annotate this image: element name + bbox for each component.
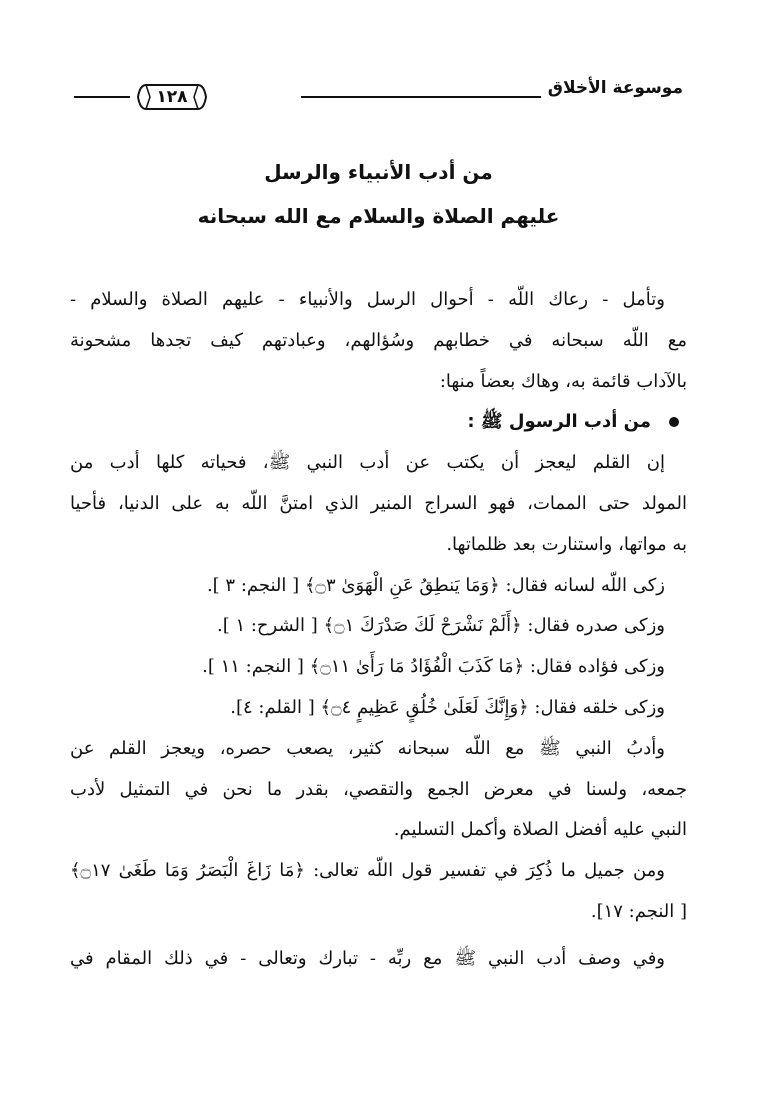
page-number-frame	[136, 82, 208, 112]
verse-line: وزكى فؤاده فقال: ﴿مَا كَذَبَ الْفُؤَادُ مَا رَأَىٰ ۝١١﴾ [ النجم: ١١ ].	[202, 656, 665, 678]
text-line: ومن جميل ما ذُكِرَ في تفسير قول اللّه تعالى: ﴿مَا زَاغَ الْبَصَرُ وَمَا طَغَىٰ ۝١٧﴾	[70, 860, 665, 882]
book-title: موسوعة الأخلاق	[547, 78, 683, 98]
text-line: النبي عليه أفضل الصلاة وأكمل التسليم.	[393, 819, 687, 841]
verse-line: وزكى صدره فقال: ﴿أَلَمْ نَشْرَحْ لَكَ صَدْرَكَ ۝١﴾ [ الشرح: ١ ].	[216, 615, 665, 637]
text-line: [ النجم: ١٧].	[590, 900, 687, 922]
section-heading-line-1: من أدب الأنبياء والرسل	[264, 160, 493, 184]
text-line: وتأمل - رعاك اللّه - أحوال الرسل والأنبياء - عليهم الصلاة والسلام -	[70, 289, 665, 310]
text-line: بالآداب قائمة به، وهاك بعضاً منها:	[439, 370, 687, 392]
text-line: المولد حتى الممات، فهو السراج المنير الذي امتنَّ اللّه به على الدنيا، فأحيا	[70, 492, 687, 514]
text-line: وأدبُ النبي ﷺ مع اللّه سبحانه كثير، يصعب حصره، ويعجز القلم عن	[70, 737, 665, 759]
verse-line: زكى اللّه لسانه فقال: ﴿وَمَا يَنطِقُ عَنِ الْهَوَىٰ ۝٣﴾ [ النجم: ٣ ].	[206, 574, 665, 596]
header-rule-right	[301, 96, 541, 98]
body-text	[70, 280, 687, 980]
text-line: به مواتها، واستنارت بعد ظلماتها.	[446, 533, 687, 555]
bullet-icon	[669, 417, 679, 427]
verse-line: وزكى خلقه فقال: ﴿وَإِنَّكَ لَعَلَىٰ خُلُقٍ عَظِيمٍ ۝٤﴾ [ القلم: ٤].	[230, 696, 665, 718]
section-heading	[74, 150, 683, 238]
text-line: إن القلم ليعجز أن يكتب عن أدب النبي ﷺ، فحياته كلها أدب من	[70, 452, 665, 474]
running-header	[74, 74, 683, 114]
text-line: جمعه، ولسنا في معرض الجمع والتقصي، بقدر ما نحن في التمثيل لأدب	[70, 778, 687, 800]
text-line: مع اللّه سبحانه في خطابهم وسُؤالهم، وعبادتهم كيف تجدها مشحونة	[70, 329, 687, 351]
section-heading-line-2: عليهم الصلاة والسلام مع الله سبحانه	[197, 204, 560, 228]
bullet-label: من أدب الرسول ﷺ :	[467, 411, 651, 433]
header-rule-left	[74, 96, 130, 98]
text-line: وفي وصف أدب النبي ﷺ مع ربِّه - تبارك وتعالى - في ذلك المقام في	[70, 947, 665, 969]
bullet-item	[70, 402, 687, 443]
page-number: ١٢٨	[156, 87, 188, 107]
